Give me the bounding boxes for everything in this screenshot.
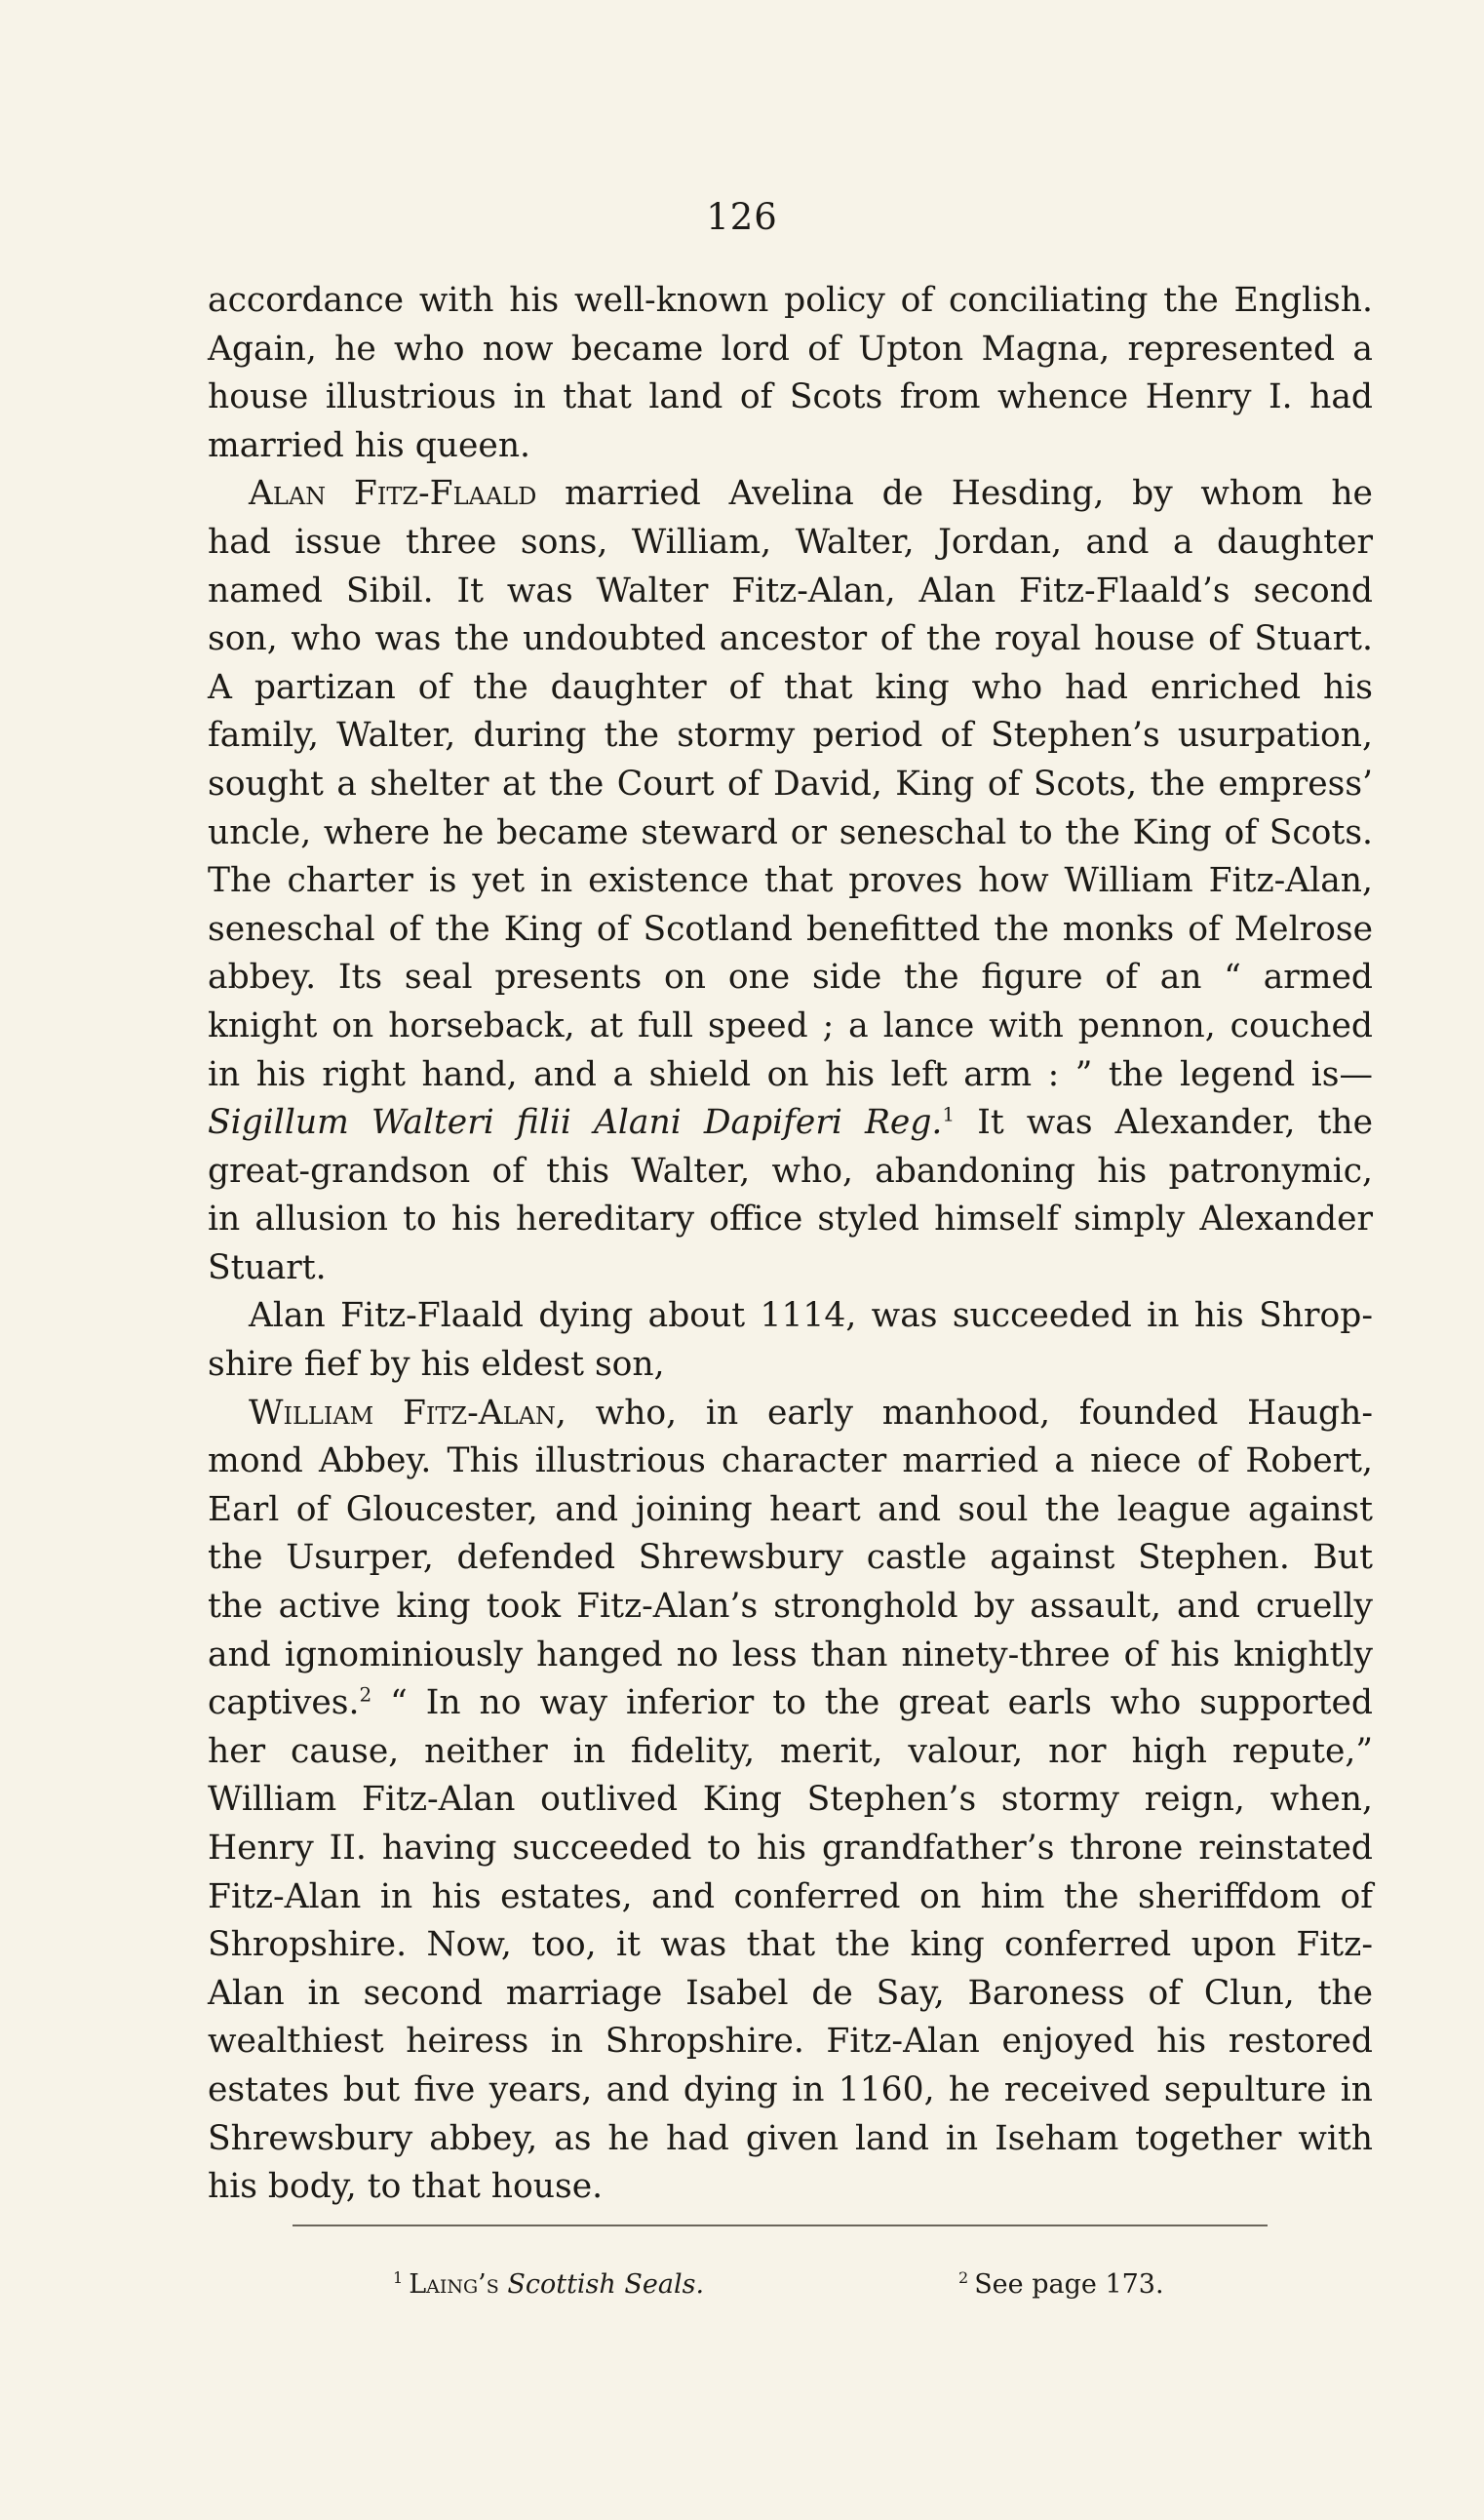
text-line bbox=[208, 422, 1373, 471]
text-line bbox=[208, 2163, 1373, 2212]
footnote-divider bbox=[293, 2225, 1268, 2226]
footnote-reference: 2 bbox=[359, 1682, 372, 1707]
text-segment: mond Abbey. This illustrious character married a niece of Robert, bbox=[208, 1441, 1373, 1481]
text-line bbox=[208, 1244, 1373, 1293]
text-segment: The charter is yet in existence that proves how William Fitz-Alan, bbox=[208, 861, 1373, 901]
text-segment: Sigillum Walteri filii Alani Dapiferi Reg. bbox=[208, 1103, 943, 1143]
text-segment: in his right hand, and a shield on his left arm : ” the legend is— bbox=[208, 1054, 1373, 1094]
text-line bbox=[208, 809, 1373, 858]
text-segment: his body, to that house. bbox=[208, 2167, 604, 2207]
text-line bbox=[208, 615, 1373, 664]
text-segment: uncle, where he became steward or seneschal to the King of Scots. bbox=[208, 812, 1373, 852]
text-segment: married Avelina de Hesding, by whom he bbox=[536, 474, 1373, 514]
text-segment: , who, in early manhood, founded Haugh- bbox=[555, 1393, 1373, 1433]
text-segment: knight on horseback, at full speed ; a lance with pennon, couched bbox=[208, 1005, 1373, 1045]
text-segment: the Usurper, defended Shrewsbury castle against Stephen. But bbox=[208, 1538, 1373, 1578]
text-line bbox=[208, 1437, 1373, 1486]
text-segment: Earl of Gloucester, and joining heart and soul the league against bbox=[208, 1489, 1373, 1529]
text-segment: sought a shelter at the Court of David, King of Scots, the empress’ bbox=[208, 764, 1373, 804]
text-segment: and ignominiously hanged no less than ninety-three of his knightly bbox=[208, 1634, 1373, 1674]
text-line bbox=[208, 712, 1373, 761]
text-segment: It was Alexander, the bbox=[955, 1103, 1373, 1143]
text-segment: house illustrious in that land of Scots from whence Henry I. had bbox=[208, 377, 1373, 417]
text-segment: her cause, neither in fidelity, merit, valour, nor high repute,” bbox=[208, 1731, 1373, 1771]
footnote-1-mark: 1 bbox=[393, 2268, 404, 2287]
page-number: 126 bbox=[706, 196, 778, 238]
text-segment: Alan Fitz-Flaald dying about 1114, was succeeded in his Shrop- bbox=[249, 1296, 1373, 1336]
text-line bbox=[208, 761, 1373, 809]
text-line bbox=[208, 1873, 1373, 1922]
body-text bbox=[208, 277, 1373, 2212]
text-segment: William Fitz-Alan outlived King Stephen’s stormy reign, when, bbox=[208, 1780, 1373, 1820]
text-segment: wealthiest heiress in Shropshire. Fitz-Alan enjoyed his restored bbox=[208, 2022, 1373, 2062]
text-line bbox=[208, 857, 1373, 906]
text-line bbox=[208, 1921, 1373, 1970]
footnote-1 bbox=[393, 2261, 704, 2309]
text-line bbox=[208, 1776, 1373, 1825]
text-segment: Henry II. having succeeded to his grandfather’s throne reinstated bbox=[208, 1829, 1373, 1868]
text-line bbox=[208, 1970, 1373, 2019]
text-line bbox=[208, 954, 1373, 1003]
text-segment: Alan in second marriage Isabel de Say, Baroness of Clun, the bbox=[208, 1973, 1373, 2013]
text-line bbox=[208, 1196, 1373, 1244]
text-line bbox=[208, 906, 1373, 955]
text-line bbox=[208, 277, 1373, 326]
text-segment: A partizan of the daughter of that king who had enriched his bbox=[208, 667, 1373, 707]
text-line bbox=[208, 1003, 1373, 1051]
text-line bbox=[208, 1341, 1373, 1390]
text-segment: Shropshire. Now, too, it was that the king conferred upon Fitz- bbox=[208, 1925, 1373, 1965]
text-line bbox=[208, 1825, 1373, 1873]
text-line bbox=[208, 1583, 1373, 1632]
footnote-1-title: Scottish Seals. bbox=[507, 2269, 705, 2300]
text-line bbox=[208, 1728, 1373, 1777]
text-line bbox=[208, 2018, 1373, 2067]
text-segment: William Fitz-Alan bbox=[249, 1393, 556, 1433]
text-segment: seneschal of the King of Scotland benefitted the monks of Melrose bbox=[208, 909, 1373, 949]
footnote-2-text: See page 173. bbox=[974, 2269, 1164, 2300]
text-line bbox=[208, 1486, 1373, 1535]
footnotes bbox=[393, 2261, 1231, 2309]
text-line bbox=[208, 519, 1373, 568]
text-line bbox=[208, 2115, 1373, 2164]
text-segment: Shrewsbury abbey, as he had given land in Iseham together with bbox=[208, 2118, 1373, 2158]
text-line bbox=[208, 1051, 1373, 1100]
text-line bbox=[208, 568, 1373, 616]
footnote-2-mark: 2 bbox=[958, 2268, 969, 2287]
text-segment: shire fief by his eldest son, bbox=[208, 1345, 665, 1385]
text-segment: great-grandson of this Walter, who, abandoning his patronymic, bbox=[208, 1151, 1373, 1191]
text-line bbox=[208, 1679, 1373, 1728]
text-line bbox=[208, 374, 1373, 422]
text-line bbox=[208, 1099, 1373, 1148]
text-segment: “ In no way inferior to the great earls who supported bbox=[371, 1683, 1373, 1723]
text-line bbox=[208, 1292, 1373, 1341]
text-segment: son, who was the undoubted ancestor of the royal house of Stuart. bbox=[208, 619, 1373, 659]
text-segment: family, Walter, during the stormy period of Stephen’s usurpation, bbox=[208, 716, 1373, 756]
text-segment: Stuart. bbox=[208, 1247, 327, 1287]
text-line bbox=[208, 664, 1373, 713]
footnote-1-author: Laing’s bbox=[409, 2269, 499, 2300]
text-segment: in allusion to his hereditary office styled himself simply Alexander bbox=[208, 1200, 1373, 1240]
text-segment: the active king took Fitz-Alan’s stronghold by assault, and cruelly bbox=[208, 1587, 1373, 1627]
text-line bbox=[208, 470, 1373, 519]
footnote-2 bbox=[958, 2261, 1164, 2309]
text-segment: estates but five years, and dying in 1160, he received sepulture in bbox=[208, 2069, 1373, 2109]
text-line bbox=[208, 2067, 1373, 2115]
text-segment: married his queen. bbox=[208, 425, 531, 465]
text-segment: accordance with his well-known policy of conciliating the English. bbox=[208, 281, 1373, 320]
text-segment: named Sibil. It was Walter Fitz-Alan, Alan Fitz-Flaald’s second bbox=[208, 571, 1373, 610]
text-segment: Again, he who now became lord of Upton Magna, represented a bbox=[208, 329, 1373, 369]
text-segment: captives. bbox=[208, 1683, 360, 1723]
text-line bbox=[208, 1148, 1373, 1197]
text-segment: had issue three sons, William, Walter, Jordan, and a daughter bbox=[208, 522, 1373, 562]
text-segment: abbey. Its seal presents on one side the figure of an “ armed bbox=[208, 958, 1373, 998]
text-line bbox=[208, 1390, 1373, 1438]
text-line bbox=[208, 1534, 1373, 1583]
text-line bbox=[208, 1632, 1373, 1680]
text-line bbox=[208, 326, 1373, 374]
text-segment: Fitz-Alan in his estates, and conferred on him the sheriffdom of bbox=[208, 1876, 1373, 1916]
text-segment: Alan Fitz-Flaald bbox=[249, 474, 537, 514]
footnote-reference: 1 bbox=[942, 1102, 956, 1126]
